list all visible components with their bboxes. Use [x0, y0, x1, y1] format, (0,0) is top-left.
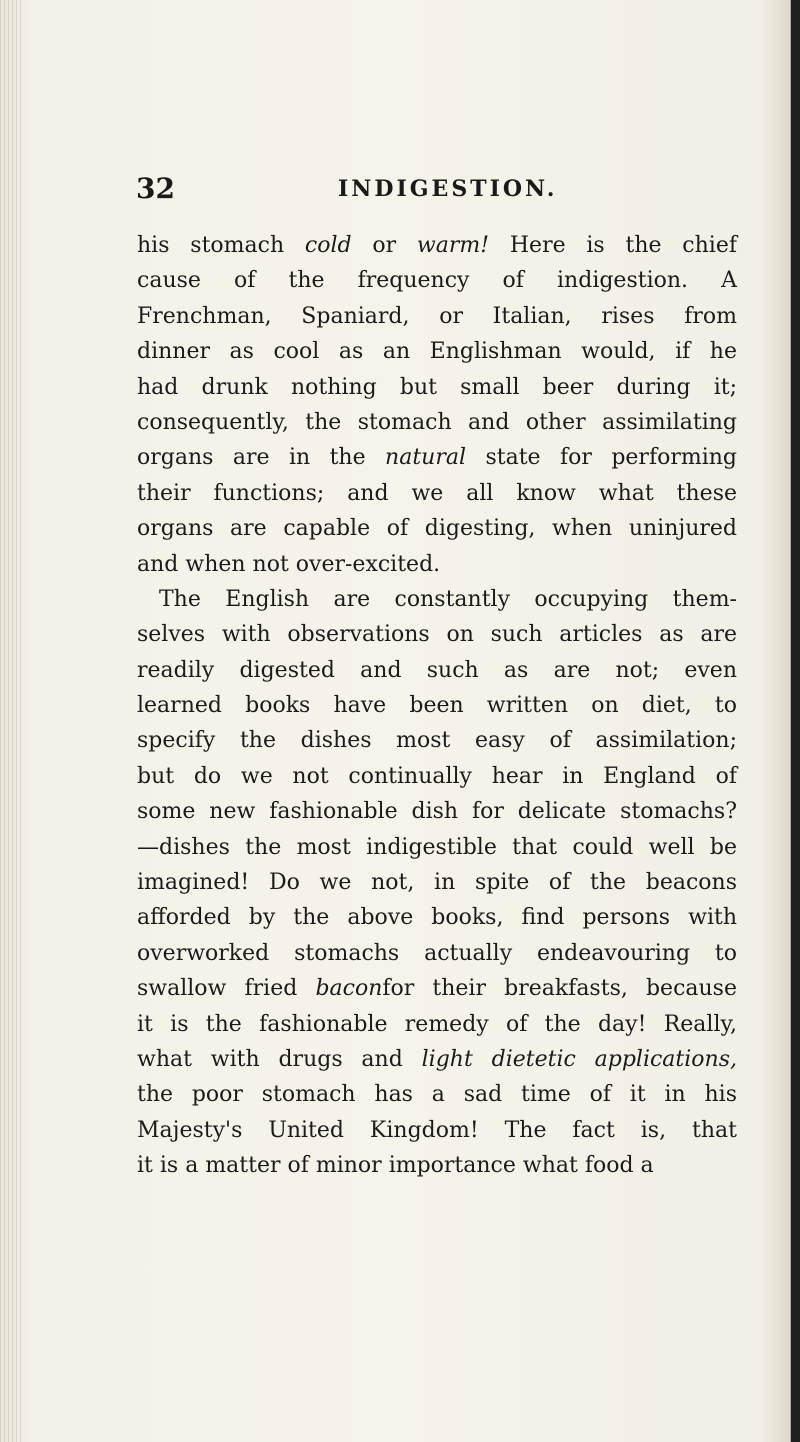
text-line — [137, 582, 737, 617]
text-segment: or — [351, 233, 417, 258]
italic-text: warm! — [416, 233, 490, 258]
text-line — [137, 794, 737, 829]
text-segment: organs are capable of digesting, when uninjured — [137, 516, 737, 542]
text-line — [137, 971, 737, 1006]
text-line — [137, 263, 737, 298]
text-line — [137, 617, 737, 652]
text-segment: some new fashionable dish for delicate stomachs? — [137, 799, 737, 825]
text-line — [137, 440, 737, 475]
text-line — [137, 405, 737, 440]
text-segment: but do we not continually hear in England of — [137, 763, 737, 789]
text-segment: specify the dishes most easy of assimilation; — [137, 728, 737, 754]
text-segment: learned books have been written on diet, to — [137, 693, 737, 719]
italic-text: cold — [304, 233, 352, 258]
text-line — [137, 228, 737, 263]
text-line — [137, 653, 737, 688]
text-line — [137, 759, 737, 794]
text-segment: Here is the chief — [489, 233, 737, 258]
text-segment: imagined! Do we not, in spite of the beacons — [137, 870, 737, 896]
text-segment: Frenchman, Spaniard, or Italian, rises from — [137, 303, 737, 329]
binding-gutter — [0, 0, 22, 1442]
text-line — [137, 1113, 737, 1148]
text-segment: swallow fried — [137, 976, 316, 1002]
text-segment: and when not over-excited. — [137, 551, 441, 577]
text-line — [137, 830, 737, 865]
italic-text: bacon — [315, 976, 383, 1002]
text-line — [137, 299, 737, 334]
text-line — [137, 370, 737, 405]
italic-text: natural — [385, 445, 467, 471]
text-line — [137, 1042, 737, 1077]
text-line — [137, 936, 737, 971]
text-line — [137, 900, 737, 935]
text-line — [137, 476, 737, 511]
text-line — [137, 723, 737, 758]
body-text — [137, 228, 737, 1184]
italic-text: light dietetic applications, — [421, 1046, 737, 1072]
page-number: 32 — [136, 172, 175, 205]
text-segment: for their breakfasts, because — [382, 976, 737, 1002]
text-segment: organs are in the — [137, 445, 386, 471]
text-line — [137, 1077, 737, 1112]
text-segment: their functions; and we all know what these — [137, 480, 737, 506]
page-edge-shadow — [791, 0, 800, 1442]
text-segment: it is the fashionable remedy of the day! Really, — [137, 1011, 737, 1037]
text-segment: the poor stomach has a sad time of it in his — [137, 1082, 737, 1108]
text-segment: state for performing — [466, 445, 737, 471]
text-segment: Majesty's United Kingdom! The fact is, that — [137, 1117, 737, 1143]
text-segment: dinner as cool as an Englishman would, if he — [137, 339, 737, 365]
text-segment: overworked stomachs actually endeavouring to — [137, 940, 737, 966]
page-header — [0, 172, 800, 208]
text-line — [137, 1007, 737, 1042]
text-segment: The English are constantly occupying them- — [159, 586, 737, 612]
text-segment: had drunk nothing but small beer during it; — [137, 374, 737, 400]
text-line — [137, 334, 737, 369]
text-line — [137, 865, 737, 900]
text-segment: consequently, the stomach and other assimilating — [137, 409, 737, 435]
text-line — [137, 688, 737, 723]
text-segment: afforded by the above books, find persons with — [137, 905, 737, 931]
text-line — [137, 547, 737, 582]
text-segment: cause of the frequency of indigestion. A — [137, 268, 737, 294]
text-segment: his stomach — [137, 233, 305, 258]
text-line — [137, 511, 737, 546]
text-segment: —dishes the most indigestible that could well be — [137, 834, 737, 860]
text-line — [137, 1148, 737, 1183]
text-segment: selves with observations on such articles as are — [137, 622, 737, 648]
text-segment: it is a matter of minor importance what food a — [137, 1153, 654, 1179]
running-head: INDIGESTION. — [338, 176, 558, 202]
text-segment: what with drugs and — [137, 1046, 422, 1072]
text-segment: readily digested and such as are not; even — [137, 657, 737, 683]
